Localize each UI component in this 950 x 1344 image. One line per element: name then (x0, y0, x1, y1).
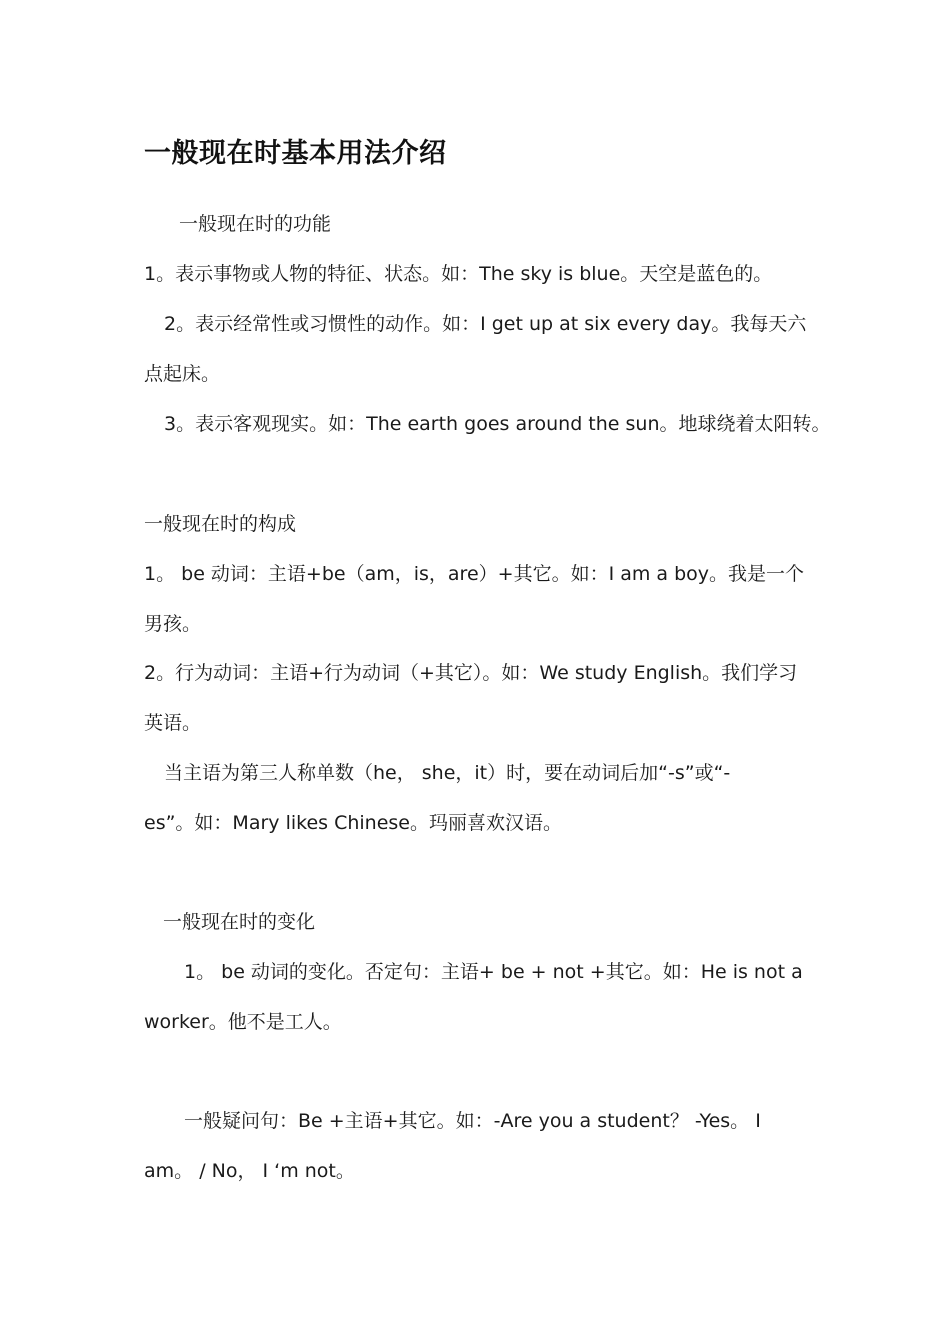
function-item-3: 3。表示客观现实。如：The earth goes around the sun。地球绕着太阳转。 (164, 413, 831, 435)
structure-note-line-1: 当主语为第三人称单数（he， she，it）时，要在动词后加“-s”或“- (164, 762, 731, 784)
structure-item-2-line-1: 2。行为动词：主语+行为动词（+其它）。如：We study English。我们学习 (144, 662, 798, 684)
change-item-1-line-1: 1。 be 动词的变化。否定句：主语+ be + not +其它。如：He is not a (184, 961, 803, 983)
document-title: 一般现在时基本用法介绍 (144, 138, 447, 169)
change-item-1-line-2: worker。他不是工人。 (144, 1011, 342, 1033)
structure-note-line-2: es”。如：Mary likes Chinese。玛丽喜欢汉语。 (144, 812, 562, 834)
structure-item-1-line-1: 1。 be 动词：主语+be（am，is，are）+其它。如：I am a boy。我是一个 (144, 563, 805, 585)
function-heading: 一般现在时的功能 (179, 213, 332, 235)
function-item-1: 1。表示事物或人物的特征、状态。如：The sky is blue。天空是蓝色的。 (144, 263, 773, 285)
structure-item-2-line-2: 英语。 (144, 712, 202, 734)
change-question-line-1: 一般疑问句：Be +主语+其它。如：-Are you a student？ -Yes。 I (184, 1110, 761, 1132)
change-question-line-2: am。 / No， I ‘m not。 (144, 1160, 355, 1182)
function-item-2-line-1: 2。表示经常性或习惯性的动作。如：I get up at six every day。我每天六 (164, 313, 807, 335)
function-item-2-line-2: 点起床。 (144, 363, 221, 385)
change-heading: 一般现在时的变化 (163, 911, 316, 933)
structure-heading: 一般现在时的构成 (144, 513, 297, 535)
structure-item-1-line-2: 男孩。 (144, 613, 202, 635)
